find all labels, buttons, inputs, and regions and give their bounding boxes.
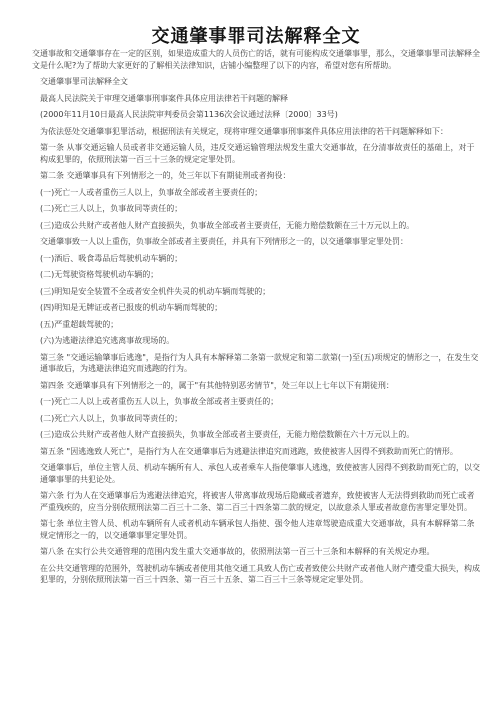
document-body (32, 46, 480, 586)
paragraph: (一)酒后、吸食毒品后驾驶机动车辆的； (40, 253, 183, 263)
paragraph: (二)死亡六人以上，负事故同等责任的； (40, 413, 183, 423)
paragraph: (一)死亡一人或者重伤三人以上，负事故全部或者主要责任的； (40, 187, 263, 197)
paragraph: (三)造成公共财产或者他人财产直接损失，负事故全部或者主要责任，无能力赔偿数额在三十万元以上的。 (40, 220, 415, 230)
paragraph: 第八条 在实行公共交通管理的范围内发生重大交通事故的，依照刑法第一百三十三条和本解释的有关规定办理。 (40, 547, 435, 556)
paragraph: 第五条 "因逃逸致人死亡"，是指行为人在交通肇事后为逃避法律追究而逃跑，致使被害人因得不到救助而死亡的情形。 (40, 446, 458, 456)
paragraph: 第二条 交通肇事具有下列情形之一的，处三年以下有期徒刑或者拘役： (40, 171, 291, 180)
paragraph: (二)死亡三人以上，负事故同等责任的； (40, 204, 183, 213)
paragraph: 第七条 单位主管人员、机动车辆所有人或者机动车辆承包人指使、强令他人违章驾驶造成重大交通事故，具有本解释第二条规定情形之一的，以交通肇事罪定罪处罚。 (40, 519, 475, 540)
paragraph: 交通肇事致一人以上重伤，负事故全部或者主要责任，并具有下列情形之一的，以交通肇事罪定罪处罚： (40, 237, 408, 246)
page-title: 交通肇事罪司法解释全文 (151, 26, 361, 47)
intro-paragraph: 交通事故和交通肇事存在一定的区别，如果造成重大的人员伤亡的话，就有可能构成交通肇事罪，那么，交通肇事罪司法解释全文是什么呢?为了帮助大家更好的了解相关法律知识，店铺小编整理了以下的内容，希望对您有所帮助。 (32, 49, 480, 70)
paragraph: (三)明知是安全装置不全或者安全机件失灵的机动车辆而驾驶的； (40, 286, 271, 296)
paragraph: 为依法惩处交通肇事犯罪活动，根据刑法有关规定，现将审理交通肇事刑事案件具体应用法律的若干问题解释如下： (40, 126, 448, 136)
paragraph: 第六条 行为人在交通肇事后为逃避法律追究，将被害人带离事故现场后隐藏或者遗弃，致使被害人无法得到救助而死亡或者严重残疾的，应当分别依照刑法第二百三十二条、第二百三十四条第二款的规定，以故意杀人罪或者故意伤害罪定罪处罚。 (40, 491, 475, 512)
paragraph: (2000年11月10日最高人民法院审判委员会第1136次会议通过法释〔2000〕33号) (40, 110, 338, 119)
paragraph: (五)严重超载驾驶的； (40, 319, 119, 329)
paragraph: (二)无驾驶资格驾驶机动车辆的； (40, 270, 159, 279)
paragraph: 第三条 "交通运输肇事后逃逸"，是指行为人具有本解释第二条第一款规定和第二款第(一)至(五)项规定的情形之一，在发生交通事故后，为逃避法律追究而逃跑的行为。 (40, 352, 479, 373)
paragraph: 交通肇事后，单位主管人员、机动车辆所有人、承包人或者乘车人指使肇事人逃逸，致使被害人因得不到救助而死亡的，以交通肇事罪的共犯论处。 (40, 463, 480, 484)
paragraph: 交通肇事罪司法解释全文 (40, 77, 128, 86)
paragraph: (六)为逃避法律追究逃离事故现场的。 (40, 336, 175, 345)
paragraph: 最高人民法院关于审理交通肇事刑事案件具体应用法律若干问题的解释 (40, 93, 288, 103)
paragraph: (三)造成公共财产或者他人财产直接损失，负事故全部或者主要责任，无能力赔偿数额在六十万元以上的。 (40, 430, 415, 439)
paragraph: 在公共交通管理的范围外，驾驶机动车辆或者使用其他交通工具致人伤亡或者致使公共财产或者他人财产遭受重大损失，构成犯罪的，分别依照刑法第一百三十四条、第一百三十五条、第二百三十三条等规定定罪处罚。 (40, 563, 480, 584)
paragraph: 第四条 交通肇事具有下列情形之一的，属于"有其他特别恶劣情节"，处三年以上七年以下有期徒刑： (40, 380, 394, 390)
paragraph: (四)明知是无牌证或者已报废的机动车辆而驾驶的； (40, 303, 223, 312)
paragraph: (一)死亡二人以上或者重伤五人以上，负事故全部或者主要责任的； (40, 397, 279, 406)
paragraph: 第一条 从事交通运输人员或者非交通运输人员，违反交通运输管理法规发生重大交通事故，在分清事故责任的基础上，对于构成犯罪的，依照刑法第一百三十三条的规定定罪处罚。 (40, 143, 475, 164)
